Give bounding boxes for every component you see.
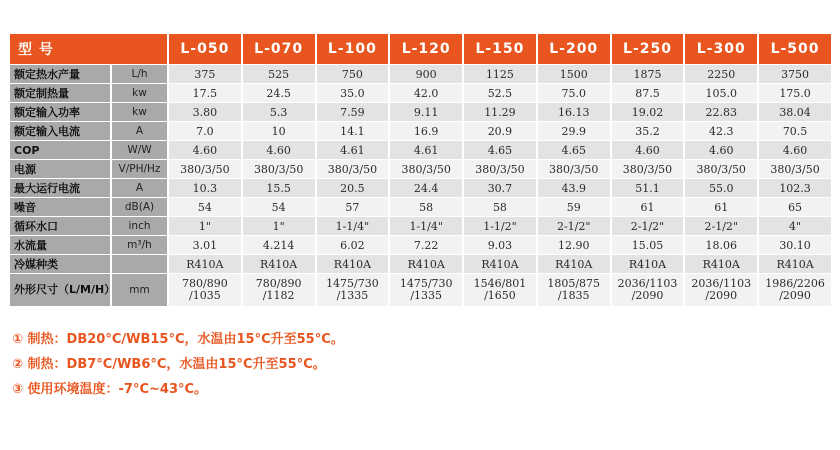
table-cell: R410A [759, 255, 831, 273]
dimension-line: /1335 [410, 289, 443, 302]
table-cell: 380/3/50 [759, 160, 831, 178]
model-header-cell: L-150 [464, 34, 536, 64]
table-cell: 4" [759, 217, 831, 235]
row-unit [112, 255, 167, 273]
table-cell: 4.60 [759, 141, 831, 159]
row-label: 噪音 [10, 198, 110, 216]
model-header-cell: L-050 [169, 34, 241, 64]
table-cell: 11.29 [464, 103, 536, 121]
model-header-cell: L-200 [538, 34, 610, 64]
table-cell: 380/3/50 [464, 160, 536, 178]
row-unit: V/PH/Hz [112, 160, 167, 178]
header-row [10, 34, 831, 64]
dimension-line: /2090 [779, 289, 811, 302]
model-header-cell: L-070 [243, 34, 315, 64]
dimensions-row [10, 274, 831, 306]
table-cell: 1-1/4" [317, 217, 389, 235]
dimension-line: /1335 [336, 289, 369, 302]
row-unit: kw [112, 84, 167, 102]
table-cell: 175.0 [759, 84, 831, 102]
dimension-line: /2090 [705, 289, 738, 302]
model-header-cell: L-120 [390, 34, 462, 64]
table-cell: 4.214 [243, 236, 315, 254]
table-cell: 54 [169, 198, 241, 216]
table-cell: 58 [464, 198, 536, 216]
table-cell: 65 [759, 198, 831, 216]
note-line: ③ 使用环境温度：-7°C~43°C。 [12, 382, 208, 397]
table-cell: 61 [685, 198, 757, 216]
table-cell: R410A [612, 255, 684, 273]
model-header: 型 号 [10, 34, 167, 64]
table-cell: 51.1 [612, 179, 684, 197]
table-cell: 29.9 [538, 122, 610, 140]
table-cell: 3.80 [169, 103, 241, 121]
table-cell: 38.04 [759, 103, 831, 121]
table-row [10, 236, 831, 254]
dimension-line: /1182 [262, 289, 295, 302]
table-cell: 35.2 [612, 122, 684, 140]
table-row [10, 84, 831, 102]
table-cell: 9.11 [390, 103, 462, 121]
table-cell: 52.5 [464, 84, 536, 102]
row-label: 循环水口 [10, 217, 110, 235]
model-header-cell: L-250 [612, 34, 684, 64]
dimension-line: /1035 [189, 289, 221, 302]
dimension-line: 1475/730 [326, 277, 379, 290]
dimension-line: /2090 [631, 289, 664, 302]
table-cell: 1125 [464, 65, 536, 83]
table-cell: 22.83 [685, 103, 757, 121]
table-cell: 30.10 [759, 236, 831, 254]
table-cell: 18.06 [685, 236, 757, 254]
table-cell: 59 [538, 198, 610, 216]
table-cell: 7.59 [317, 103, 389, 121]
dimension-line: 2036/1103 [691, 277, 752, 290]
table-cell: 4.60 [612, 141, 684, 159]
table-cell [759, 274, 831, 306]
dimension-line: 1475/730 [399, 277, 453, 290]
dimension-line: 780/890 [255, 277, 302, 290]
table-cell: 43.9 [538, 179, 610, 197]
row-label: 额定制热量 [10, 84, 110, 102]
row-label: 额定输入功率 [10, 103, 110, 121]
table-cell: 20.5 [317, 179, 389, 197]
table-cell: 7.0 [169, 122, 241, 140]
table-cell: 6.02 [317, 236, 389, 254]
table-cell: 16.9 [390, 122, 462, 140]
table-cell: 20.9 [464, 122, 536, 140]
table-cell: 2-1/2" [612, 217, 684, 235]
table-row [10, 198, 831, 216]
table-cell: 1875 [612, 65, 684, 83]
model-header-cell: L-500 [759, 34, 831, 64]
row-unit: W/W [112, 141, 167, 159]
table-cell: 1-1/4" [390, 217, 462, 235]
row-label: 额定输入电流 [10, 122, 110, 140]
table-cell: 10 [243, 122, 315, 140]
table-cell: 24.4 [390, 179, 462, 197]
table-cell: 61 [612, 198, 684, 216]
table-cell: 4.60 [685, 141, 757, 159]
table-cell [685, 274, 757, 306]
dimension-line: 1986/2206 [765, 277, 825, 290]
table-cell: 3750 [759, 65, 831, 83]
table-cell [243, 274, 315, 306]
table-cell [612, 274, 684, 306]
dimension-line: /1650 [484, 289, 516, 302]
table-cell: R410A [243, 255, 315, 273]
notes-section [12, 327, 344, 402]
table-cell: 24.5 [243, 84, 315, 102]
table-cell: 380/3/50 [243, 160, 315, 178]
table-cell: 16.13 [538, 103, 610, 121]
table-cell: R410A [685, 255, 757, 273]
table-row [10, 217, 831, 235]
model-header-cell: L-100 [317, 34, 389, 64]
table-cell: R410A [538, 255, 610, 273]
dimension-line: 2036/1103 [617, 277, 678, 290]
table-cell: 55.0 [685, 179, 757, 197]
table-cell: 750 [317, 65, 389, 83]
dimension-line: 780/890 [182, 277, 228, 290]
table-cell: R410A [169, 255, 241, 273]
table-row [10, 141, 831, 159]
table-cell: 4.65 [464, 141, 536, 159]
table-cell [317, 274, 389, 306]
model-header-cell: L-300 [685, 34, 757, 64]
dimension-line: /1835 [557, 289, 590, 302]
table-cell: 525 [243, 65, 315, 83]
row-unit: A [112, 122, 167, 140]
table-cell: 19.02 [612, 103, 684, 121]
table-row [10, 179, 831, 197]
table-row [10, 160, 831, 178]
table-cell: 3.01 [169, 236, 241, 254]
table-cell: 4.61 [390, 141, 462, 159]
table-cell: 1" [169, 217, 241, 235]
table-cell: 30.7 [464, 179, 536, 197]
table-cell: 15.05 [612, 236, 684, 254]
table-row [10, 122, 831, 140]
spec-table-header [10, 34, 831, 64]
table-cell: 10.3 [169, 179, 241, 197]
table-cell: 1500 [538, 65, 610, 83]
table-cell: 9.03 [464, 236, 536, 254]
dimension-line: 1805/875 [547, 277, 601, 290]
row-label: 冷媒种类 [10, 255, 110, 273]
table-cell: 70.5 [759, 122, 831, 140]
table-cell: 12.90 [538, 236, 610, 254]
table-cell [538, 274, 610, 306]
table-cell: 54 [243, 198, 315, 216]
row-unit: kw [112, 103, 167, 121]
table-cell: 58 [390, 198, 462, 216]
table-cell: 380/3/50 [538, 160, 610, 178]
table-cell: 380/3/50 [390, 160, 462, 178]
table-row [10, 103, 831, 121]
row-unit: A [112, 179, 167, 197]
table-cell: R410A [390, 255, 462, 273]
table-cell: 2-1/2" [685, 217, 757, 235]
table-cell [169, 274, 241, 306]
table-cell: 14.1 [317, 122, 389, 140]
table-cell: R410A [317, 255, 389, 273]
table-cell: 15.5 [243, 179, 315, 197]
row-label: 外形尺寸（L/M/H） [10, 274, 110, 306]
table-cell: 7.22 [390, 236, 462, 254]
table-cell: 35.0 [317, 84, 389, 102]
row-label: 额定热水产量 [10, 65, 110, 83]
spec-table-body [10, 65, 831, 306]
table-row [10, 65, 831, 83]
table-cell [390, 274, 462, 306]
table-cell [464, 274, 536, 306]
table-cell: 42.0 [390, 84, 462, 102]
table-cell: 5.3 [243, 103, 315, 121]
row-label: 最大运行电流 [10, 179, 110, 197]
table-cell: 87.5 [612, 84, 684, 102]
table-cell: 2-1/2" [538, 217, 610, 235]
row-unit: dB(A) [112, 198, 167, 216]
table-cell: 75.0 [538, 84, 610, 102]
dimension-line: 1546/801 [473, 277, 527, 290]
note-line: ① 制热：DB20°C/WB15°C，水温由15°C升至55°C。 [12, 332, 344, 347]
table-cell: 4.61 [317, 141, 389, 159]
row-unit: mm [112, 274, 167, 306]
table-cell: 42.3 [685, 122, 757, 140]
table-cell: 380/3/50 [169, 160, 241, 178]
table-cell: 4.60 [243, 141, 315, 159]
table-cell: 1-1/2" [464, 217, 536, 235]
table-cell: 375 [169, 65, 241, 83]
table-row [10, 255, 831, 273]
table-cell: 380/3/50 [612, 160, 684, 178]
table-cell: 105.0 [685, 84, 757, 102]
table-cell: 4.65 [538, 141, 610, 159]
table-cell: 900 [390, 65, 462, 83]
table-cell: 102.3 [759, 179, 831, 197]
table-cell: 4.60 [169, 141, 241, 159]
table-cell: 2250 [685, 65, 757, 83]
spec-table [8, 33, 833, 307]
row-label: 电源 [10, 160, 110, 178]
row-unit: m³/h [112, 236, 167, 254]
table-cell: 380/3/50 [685, 160, 757, 178]
row-label: COP [10, 141, 110, 159]
row-unit: inch [112, 217, 167, 235]
row-unit: L/h [112, 65, 167, 83]
table-cell: 1" [243, 217, 315, 235]
row-label: 水流量 [10, 236, 110, 254]
table-cell: 17.5 [169, 84, 241, 102]
table-cell: 57 [317, 198, 389, 216]
table-cell: R410A [464, 255, 536, 273]
table-cell: 380/3/50 [317, 160, 389, 178]
note-line: ② 制热：DB7°C/WB6°C，水温由15°C升至55°C。 [12, 357, 326, 372]
